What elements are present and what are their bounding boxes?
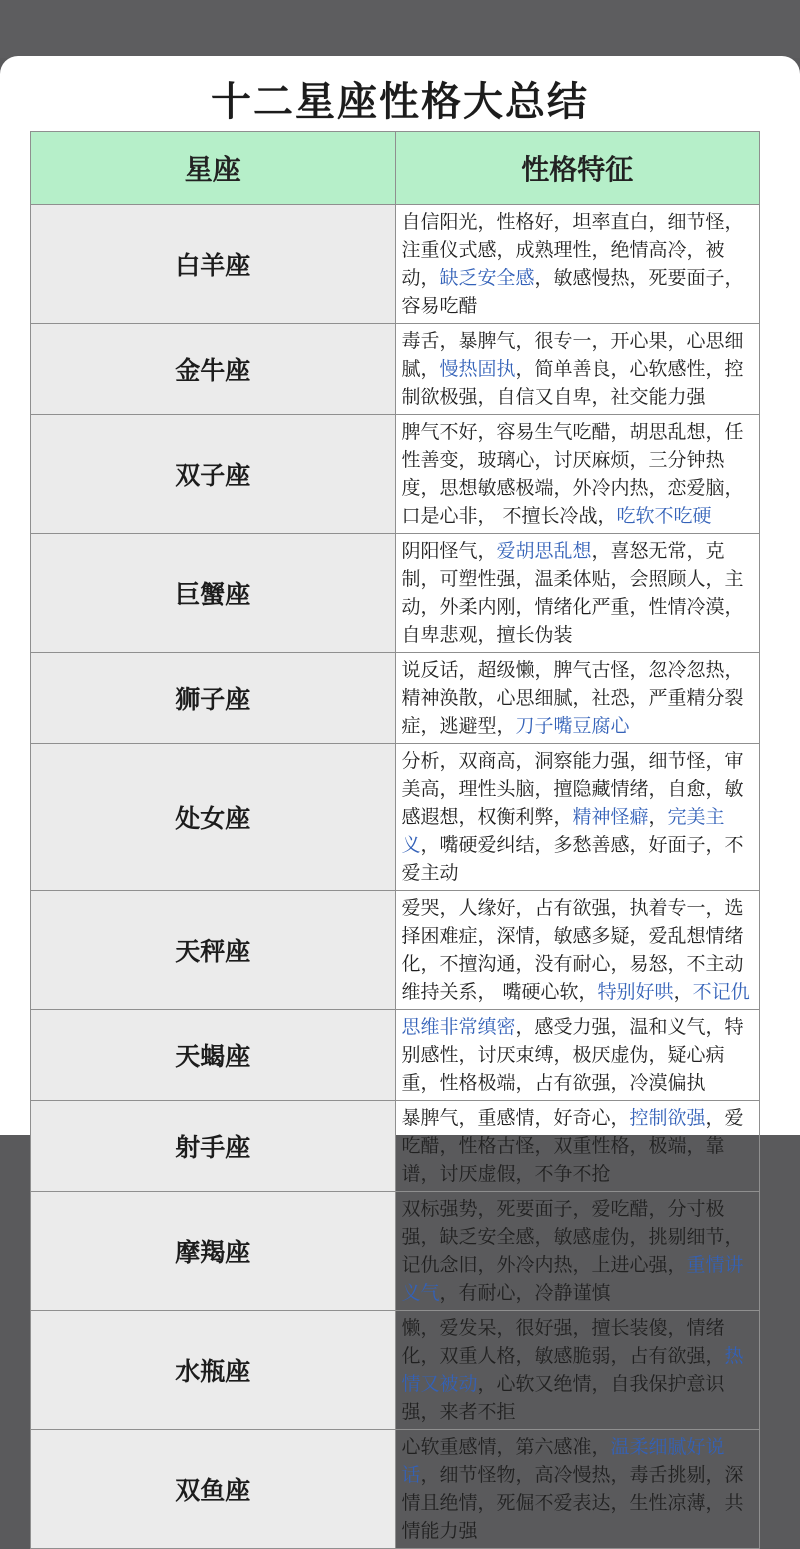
- trait-text: ，: [673, 981, 693, 1003]
- trait-text: ，嘴硬爱纠结，多愁善感，好面子，不爱主动: [401, 834, 744, 884]
- highlighted-trait: 缺乏安全感: [439, 267, 535, 289]
- trait-text: ，爱吃醋，性格古怪，双重性格，极端，靠谱，讨厌虚假，不争不抢: [401, 1107, 744, 1185]
- highlighted-trait: 精神怪癖: [572, 806, 649, 828]
- trait-text: 阴阳怪气，: [401, 540, 497, 562]
- zodiac-sign-cell: 射手座: [31, 1101, 396, 1192]
- highlighted-trait: 慢热固执: [439, 358, 516, 380]
- traits-cell: [395, 1311, 760, 1430]
- zodiac-sign-cell: 双子座: [31, 415, 396, 534]
- trait-text: ，心软又绝情，自我保护意识强，来者不拒: [401, 1373, 725, 1423]
- highlighted-trait: 热情又被动: [401, 1345, 744, 1395]
- table-row: [31, 744, 760, 891]
- traits-cell: [395, 534, 760, 653]
- trait-text: ，感受力强，温和义气，特别感性，讨厌束缚，极厌虚伪，疑心病重，性格极端，占有欲强，冷漠偏执: [401, 1016, 744, 1094]
- traits-cell: [395, 744, 760, 891]
- zodiac-sign-cell: 天秤座: [31, 891, 396, 1010]
- traits-cell: [395, 324, 760, 415]
- trait-text: ，有耐心，冷静谨慎: [439, 1282, 611, 1304]
- zodiac-sign-cell: 摩羯座: [31, 1192, 396, 1311]
- table-row: [31, 205, 760, 324]
- trait-text: 分析，双商高，洞察能力强，细节怪，审美高，理性头脑，擅隐藏情绪，自愈，敏感遐想，权衡利弊，: [401, 750, 744, 828]
- trait-text: ，喜怒无常，克制，可塑性强，温柔体贴，会照顾人，主动，外柔内刚，情绪化严重，性情冷漠，自卑悲观，擅长伪装: [401, 540, 744, 646]
- zodiac-sign-cell: 白羊座: [31, 205, 396, 324]
- traits-cell: [395, 653, 760, 744]
- page-title: 十二星座性格大总结: [211, 79, 589, 125]
- trait-text: ，简单善良，心软感性，控制欲极强，自信又自卑，社交能力强: [401, 358, 744, 408]
- table-row: [31, 1311, 760, 1430]
- traits-cell: [395, 891, 760, 1010]
- trait-text: ，敏感慢热，死要面子，容易吃醋: [401, 267, 744, 317]
- highlighted-trait: 吃软不吃硬: [616, 505, 712, 527]
- trait-text: ，: [648, 806, 668, 828]
- zodiac-sign-cell: 天蝎座: [31, 1010, 396, 1101]
- table-row: [31, 653, 760, 744]
- trait-text: 爱哭，人缘好，占有欲强，执着专一，选择困难症，深情，敏感多疑，爱乱想情绪化，不擅沟通，没有耐心，易怒，不主动维持关系， 嘴硬心软，: [401, 897, 744, 1003]
- header-sign: 星座: [31, 132, 396, 205]
- highlighted-trait: 刀子嘴豆腐心: [515, 715, 630, 737]
- table-row: [31, 324, 760, 415]
- traits-cell: [395, 1192, 760, 1311]
- trait-text: 懒，爱发呆，很好强，擅长装傻，情绪化，双重人格，敏感脆弱，占有欲强，: [401, 1317, 725, 1367]
- trait-text: 双标强势，死要面子，爱吃醋，分寸极强，缺乏安全感，敏感虚伪，挑剔细节，记仇念旧，外冷内热，上进心强，: [401, 1198, 744, 1276]
- highlighted-trait: 不记仇: [692, 981, 750, 1003]
- zodiac-sign-cell: 金牛座: [31, 324, 396, 415]
- table-header-row: [31, 132, 760, 205]
- trait-text: 毒舌，暴脾气，很专一，开心果，心思细腻，: [401, 330, 744, 380]
- table-row: [31, 1430, 760, 1549]
- traits-cell: [395, 1101, 760, 1192]
- zodiac-table: [30, 131, 760, 1549]
- table-row: [31, 415, 760, 534]
- trait-text: 心软重感情，第六感准，: [401, 1436, 611, 1458]
- table-row: [31, 1101, 760, 1192]
- highlighted-trait: 温柔细腻好说话: [401, 1436, 725, 1486]
- trait-text: ，细节怪物，高冷慢热，毒舌挑剔，深情且绝情，死倔不爱表达，生性凉薄，共情能力强: [401, 1464, 744, 1542]
- traits-cell: [395, 415, 760, 534]
- highlighted-trait: 思维非常缜密: [401, 1016, 516, 1038]
- traits-cell: [395, 1430, 760, 1549]
- trait-text: 说反话，超级懒，脾气古怪，忽冷忽热，精神涣散，心思细腻，社恐，严重精分裂症，逃避型，: [401, 659, 744, 737]
- trait-text: 暴脾气，重感情，好奇心，: [401, 1107, 630, 1129]
- table-row: [31, 534, 760, 653]
- top-background: [0, 0, 800, 58]
- traits-cell: [395, 205, 760, 324]
- table-row: [31, 1192, 760, 1311]
- highlighted-trait: 控制欲强: [629, 1107, 706, 1129]
- highlighted-trait: 爱胡思乱想: [496, 540, 592, 562]
- highlighted-trait: 完美主义: [401, 806, 725, 856]
- trait-text: 脾气不好，容易生气吃醋，胡思乱想，任性善变，玻璃心，讨厌麻烦，三分钟热度，思想敏感极端，外冷内热，恋爱脑，口是心非， 不擅长冷战，: [401, 421, 744, 527]
- zodiac-sign-cell: 狮子座: [31, 653, 396, 744]
- traits-cell: [395, 1010, 760, 1101]
- zodiac-sign-cell: 巨蟹座: [31, 534, 396, 653]
- table-row: [31, 1010, 760, 1101]
- header-traits: 性格特征: [395, 132, 760, 205]
- table-row: [31, 891, 760, 1010]
- zodiac-sign-cell: 双鱼座: [31, 1430, 396, 1549]
- zodiac-sign-cell: 处女座: [31, 744, 396, 891]
- highlighted-trait: 特别好哄: [597, 981, 674, 1003]
- highlighted-trait: 重情讲义气: [401, 1254, 744, 1304]
- trait-text: 自信阳光，性格好，坦率直白，细节怪，注重仪式感，成熟理性，绝情高冷，被动，: [401, 211, 744, 289]
- zodiac-sign-cell: 水瓶座: [31, 1311, 396, 1430]
